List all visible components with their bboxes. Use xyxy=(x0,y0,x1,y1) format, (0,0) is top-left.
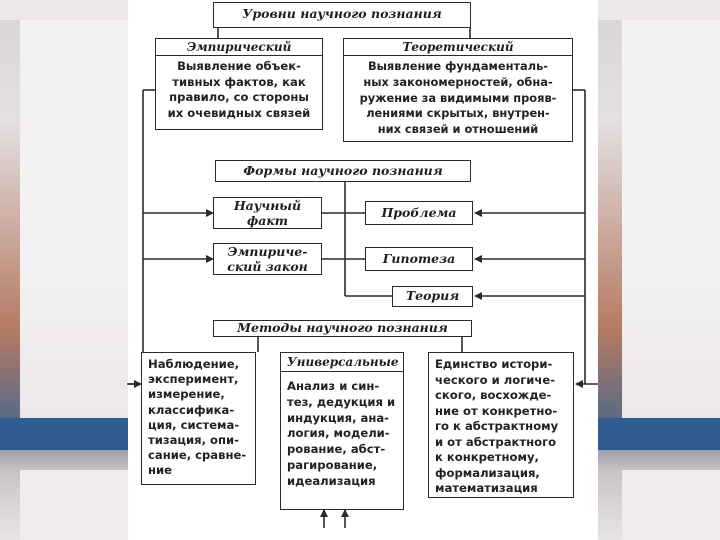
levels-title: Уровни научного познания xyxy=(242,6,442,21)
form-empirical-law: Эмпириче- ский закон xyxy=(227,244,308,274)
methods-title: Методы научного познания xyxy=(237,320,448,335)
form-box-empirical-law xyxy=(213,243,322,275)
theoretical-level-title: Теоретический xyxy=(344,39,572,56)
forms-title: Формы научного познания xyxy=(243,163,443,178)
theoretical-level-text: Выявление фундаменталь- ных закономерностей, обна- ружение за видимыми прояв- лениями скрытых, внутрен- них связей и отношений xyxy=(359,59,557,137)
theoretical-methods-box xyxy=(428,352,574,498)
levels-title-box xyxy=(213,2,471,28)
empirical-level-text: Выявление объек- тивных фактов, как правило, со стороны их очевидных связей xyxy=(167,59,311,120)
form-box-problem xyxy=(365,201,473,225)
form-box-scientific-fact xyxy=(213,197,322,229)
methods-title-box xyxy=(213,320,472,337)
forms-title-box xyxy=(215,160,471,182)
form-problem: Проблема xyxy=(381,205,457,220)
universal-methods-text: Анализ и син- тез, дедукция и индукция, ана- логия, модели- рование, абст- рагирование, идеализация xyxy=(287,379,396,488)
theoretical-methods-text: Единство истори- ческого и логиче- ского, восхожде- ние от конкретно- го к абстрактному и от абстрактного к конкретному, формализация, математизация xyxy=(435,357,559,495)
empirical-level-box xyxy=(155,38,323,130)
form-scientific-fact: Научный факт xyxy=(233,198,302,228)
empirical-methods-box xyxy=(141,352,256,485)
universal-methods-title: Универсальные xyxy=(281,353,403,372)
form-theory: Теория xyxy=(405,288,460,303)
form-hypothesis: Гипотеза xyxy=(382,251,456,266)
empirical-methods-text: Наблюдение, эксперимент, измерение, классифика- ция, система- тизация, опи- сание, сравне- ние xyxy=(148,357,247,478)
form-box-theory xyxy=(392,286,473,307)
empirical-level-title: Эмпирический xyxy=(156,39,322,56)
universal-methods-box xyxy=(280,352,404,510)
theoretical-level-box xyxy=(343,38,573,142)
form-box-hypothesis xyxy=(365,247,473,271)
